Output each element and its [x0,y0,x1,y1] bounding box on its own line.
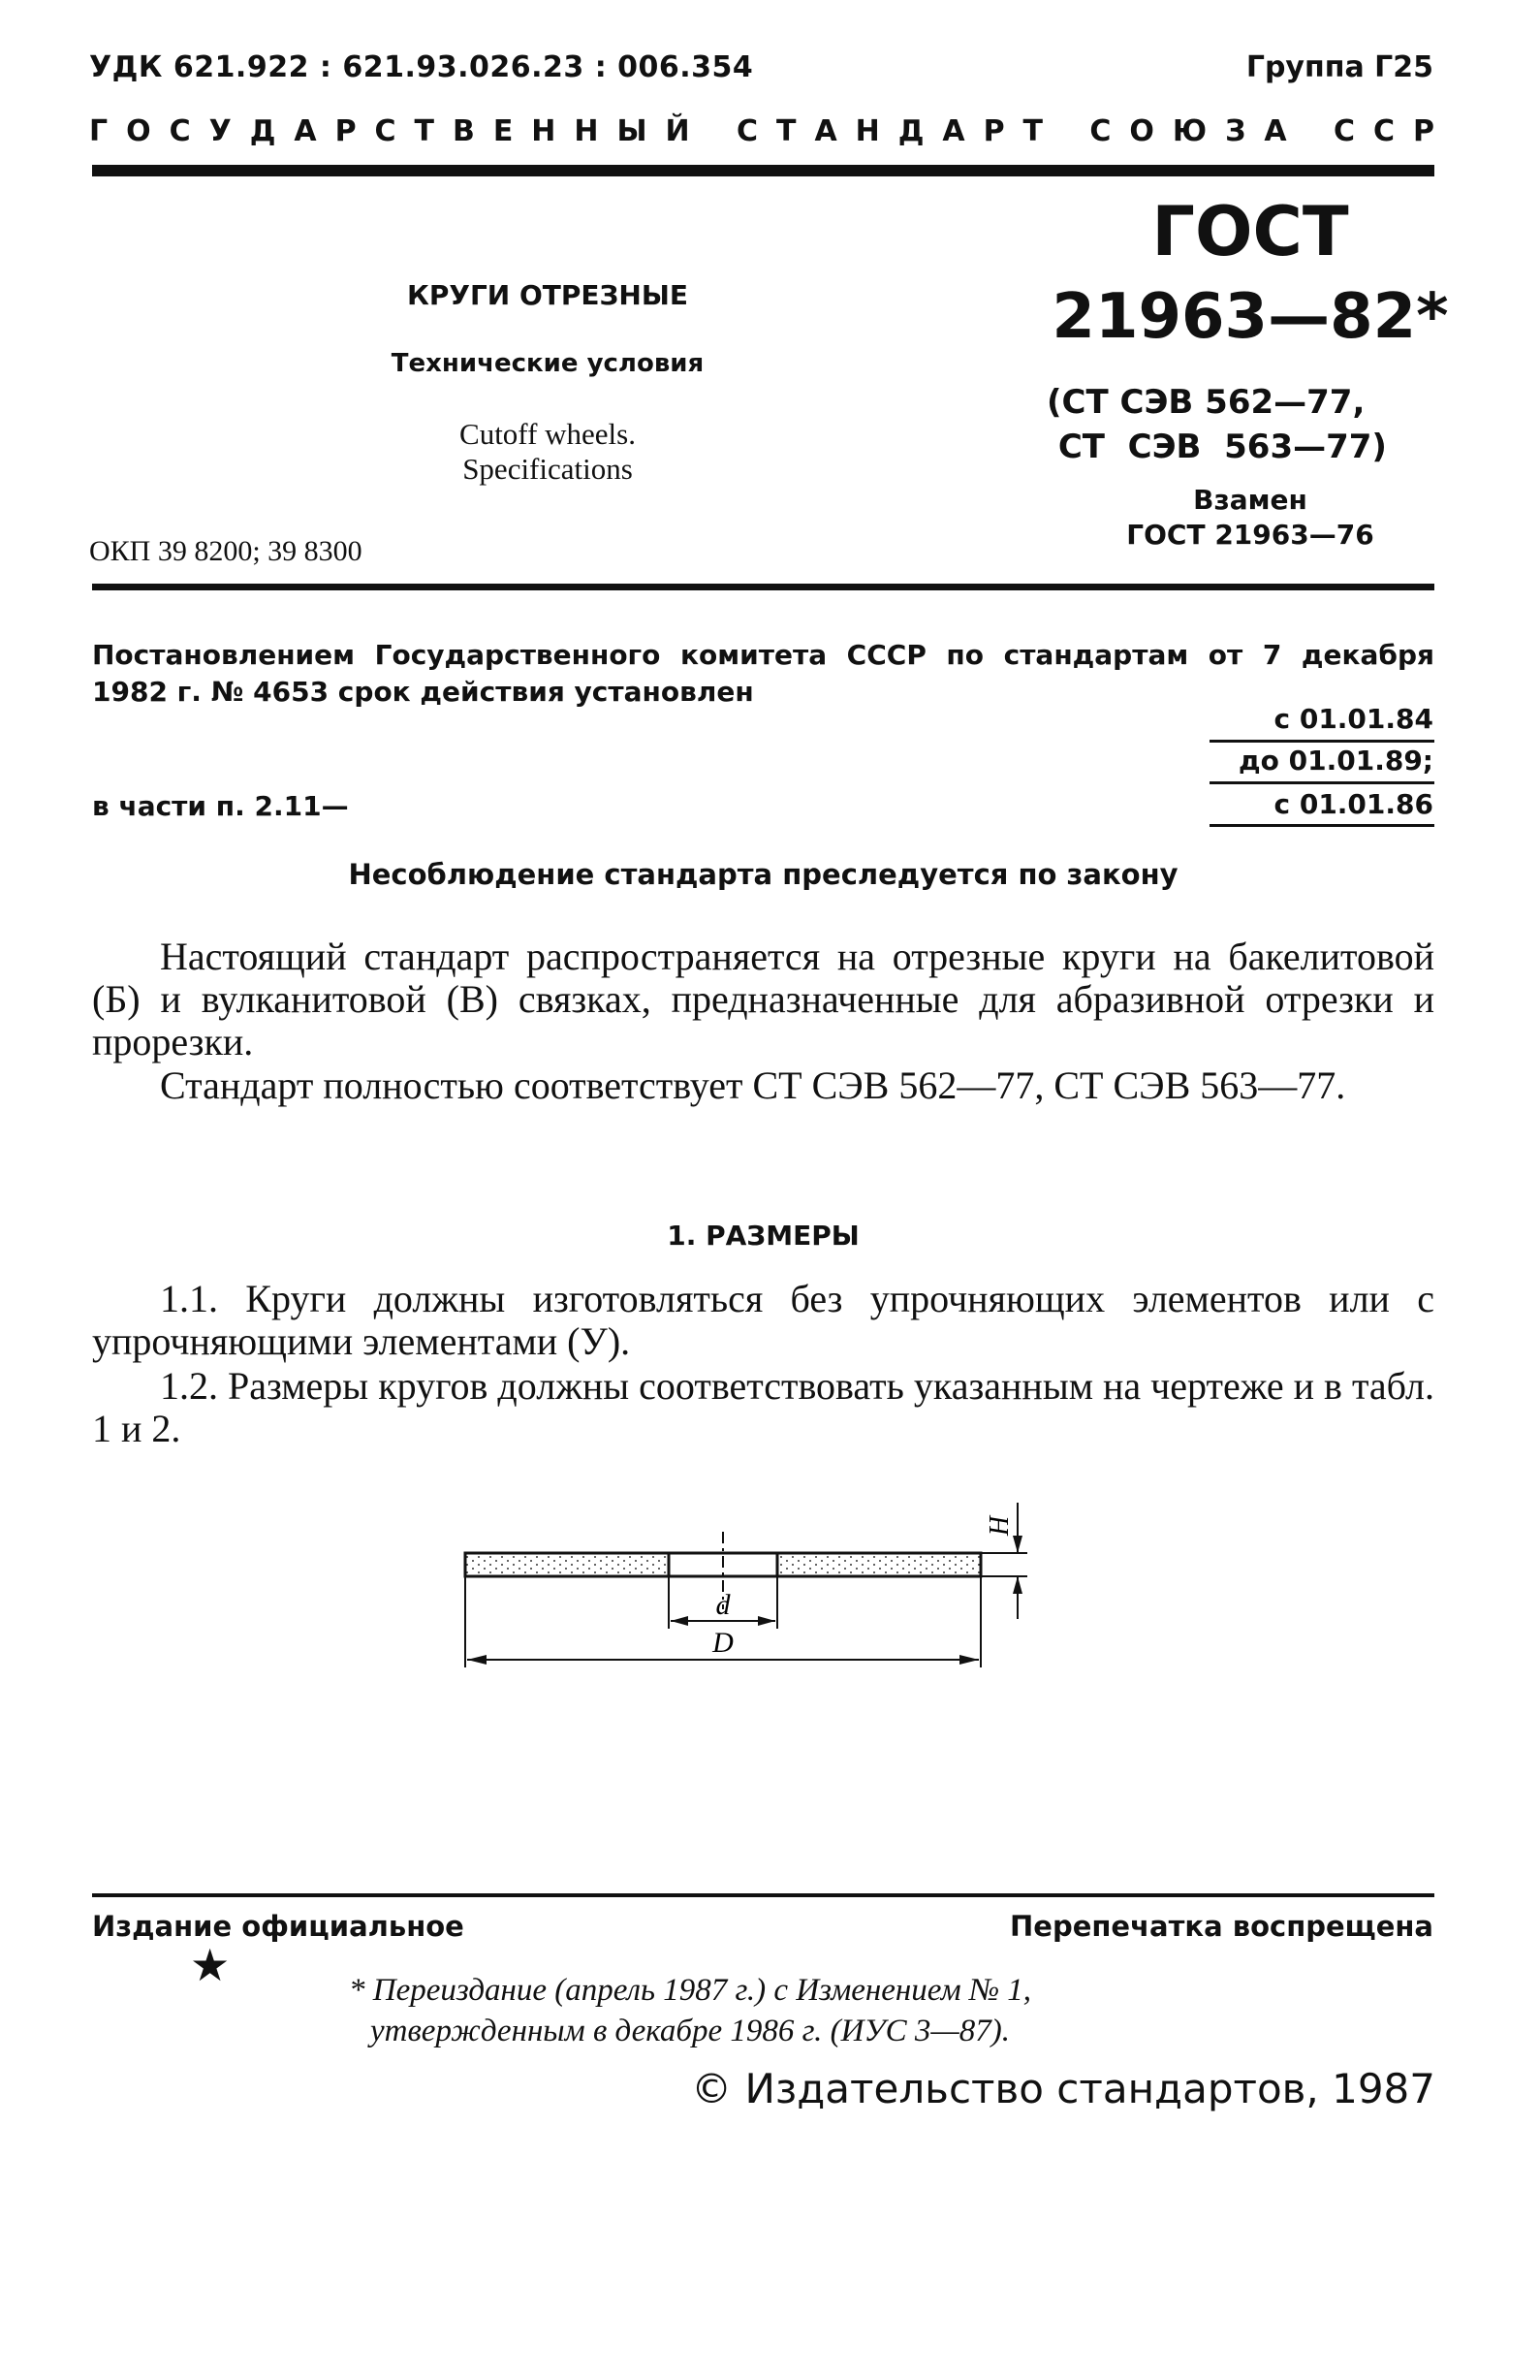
banner-letter: А [942,114,965,148]
banner-letter: А [294,114,317,148]
banner-letter: Р [983,114,1005,148]
replaced-standard: ГОСТ 21963—76 [1126,519,1374,551]
wheel-body-right [777,1553,981,1576]
banner-letter: С [1372,114,1396,148]
date-underline [1210,824,1434,827]
banner-letter: Н [574,114,599,148]
title-rule [92,584,1434,590]
banner-letter: Р [1412,114,1434,148]
header-rule [92,165,1434,176]
banner-letter: С [374,114,396,148]
gost-number: 21963—82* [1052,281,1449,353]
dimension-arrow [1013,1536,1022,1553]
banner-letter: Т [1022,114,1044,148]
reissue-note-line1: * Переиздание (апрель 1987 г.) с Изменением № 1, [349,1973,1032,2008]
part-clause-label: в части п. 2.11— [92,790,349,822]
dimension-arrow [671,1616,688,1626]
banner-letter: Д [249,114,276,148]
gost-label: ГОСТ [1151,192,1349,271]
scope-paragraph: Настоящий стандарт распространяется на отрезные круги на бакелитовой (Б) и вулканитовой (В) связках, предназначенные для абразивной отрезки и прорезки. [92,935,1434,1063]
banner-letter: С [1333,114,1356,148]
banner-letter [1061,114,1071,148]
wheel-drawing [436,1474,1056,1677]
dimension-arrow [467,1655,487,1665]
banner-letter: У [208,114,232,148]
section-heading: 1. РАЗМЕРЫ [667,1220,860,1252]
english-title-line2: Specifications [462,452,633,486]
label-d: d [715,1589,731,1621]
banner-letter [1305,114,1315,148]
official-edition-label: Издание официальное [92,1910,464,1943]
reprint-prohibited-label: Перепечатка воспрещена [1010,1910,1433,1943]
banner-letter: Ы [616,114,647,148]
dimension-arrow [758,1616,775,1626]
banner-letter: Ю [1172,114,1208,148]
banner-letter: А [814,114,837,148]
banner-letter [708,114,718,148]
part-clause-date: с 01.01.86 [1273,788,1433,820]
banner-letter: Н [531,114,556,148]
group-code: Группа Г25 [1245,50,1433,84]
banner-letter: В [452,114,475,148]
english-title-line1: Cutoff wheels. [459,417,636,451]
banner-letter: Т [776,114,797,148]
effective-from-date: с 01.01.84 [1273,703,1433,735]
document-subtitle: Технические условия [391,349,705,378]
clause-1-2: 1.2. Размеры кругов должны соответствовать указанным на чертеже и в табл. 1 и 2. [92,1364,1434,1450]
replaces-block [1066,483,1434,553]
label-H: H [985,1515,1015,1537]
date-underline [1210,740,1434,743]
banner-letter: Д [897,114,925,148]
decree-text: Постановлением Государственного комитета СССР по стандартам от 7 декабря 1982 г. № 4653 срок действия установлен [92,639,1434,708]
label-D: D [712,1627,734,1659]
english-title [426,417,669,487]
dimension-arrow [1013,1576,1022,1594]
st-sev-references: (СТ СЭВ 562—77, СТ СЭВ 563—77) [1047,383,1387,466]
banner-letter: Е [492,114,514,148]
okp-code: ОКП 39 8200; 39 8300 [89,535,362,567]
state-standard-banner [89,114,1434,148]
banner-letter: Н [855,114,880,148]
banner-letter: С [737,114,759,148]
effective-until-date: до 01.01.89; [1239,745,1433,777]
banner-letter: О [1129,114,1154,148]
banner-letter: С [1089,114,1112,148]
reissue-note-line2: утвержденным в декабре 1986 г. (ИУС 3—87). [370,2014,1010,2048]
date-underline [1210,781,1434,784]
banner-letter: А [1264,114,1287,148]
wheel-body-left [465,1553,669,1576]
banner-letter: Й [665,114,690,148]
reissue-note [349,1970,1415,2051]
banner-letter: С [169,114,191,148]
replaces-label: Взамен [1193,484,1307,516]
dimension-arrow [959,1655,979,1665]
banner-letter: О [126,114,151,148]
footer-rule [92,1893,1434,1897]
conformity-paragraph: Стандарт полностью соответствует СТ СЭВ 562—77, СТ СЭВ 563—77. [160,1063,1346,1107]
banner-letter: Р [334,114,357,148]
udk-code: УДК 621.922 : 621.93.026.23 : 006.354 [89,50,754,84]
copyright: © Издательство стандартов, 1987 [691,2065,1435,2112]
banner-letter: Г [89,114,109,148]
document-title: КРУГИ ОТРЕЗНЫЕ [406,279,689,311]
banner-letter: Т [414,114,434,148]
banner-letter: З [1225,114,1246,148]
legal-notice: Несоблюдение стандарта преследуется по закону [348,858,1179,891]
clause-1-1: 1.1. Круги должны изготовляться без упрочняющих элементов или с упрочняющими элементами (У). [92,1277,1434,1363]
star-icon: ★ [190,1939,231,1991]
